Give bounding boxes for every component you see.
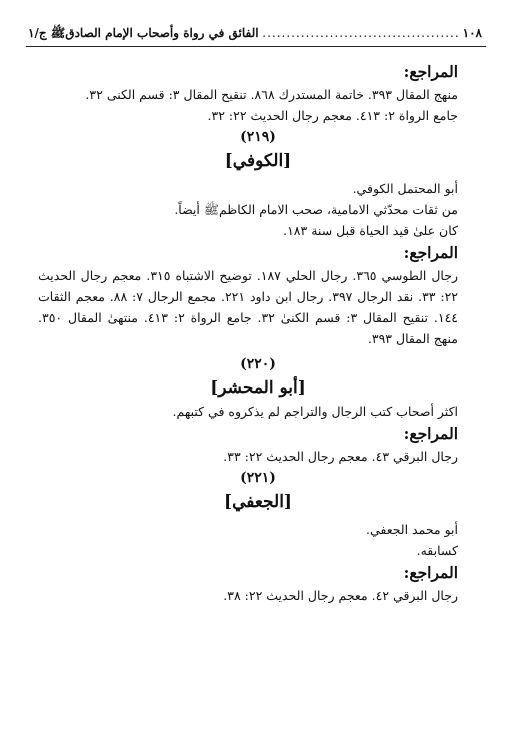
entry-number: (٢١٩) <box>240 129 276 145</box>
entry-line: كان علىٰ قيد الحياة قبل سنة ١٨٣. <box>283 223 458 238</box>
volume-label: ج/١ <box>28 26 47 40</box>
reference-line: رجال البرقي ٤٢. معجم رجال الحديث ٢٢: ٣٨. <box>223 588 458 603</box>
leader-dots <box>262 26 460 40</box>
entry-line: من ثقات محدّثي الامامية، صحب الامام الكاظمﷺ أيضاً. <box>174 202 458 217</box>
entry-line: كسابقه. <box>416 543 458 558</box>
reference-line: منهج المقال ٣٩٣. خاتمة المستدرك ٨٦٨. تنقيح المقال ٣: قسم الكنى ٣٢. <box>85 87 458 102</box>
references-paragraph: رجال الطوسي ٣٦٥. رجال الحلي ١٨٧. توضيح الاشتباه ٣١٥. معجم رجال الحديث ٢٢: ٣٣. نقد الرجال ٣٩٧. رجال ابن داود ٢٢١. مجمع الرجال ٧: ٨٨. معجم الثقات ١٤٤. تنقيح المقال ٣: قسم الكنىٰ ٣٢. جامع الرواة ٢: ٤١٣. منتهىٰ المقال ٣٥٠. منهج المقال ٣٩٣. <box>38 268 459 346</box>
book-title: الفائق في رواة وأصحاب الإمام الصادقﷺ ج/١ <box>28 26 259 40</box>
entry-number: (٢٢١) <box>240 470 276 486</box>
references-heading: المراجع: <box>403 424 458 443</box>
running-head <box>28 26 482 44</box>
references-heading: المراجع: <box>403 243 458 262</box>
entry-name: [أبو المحشر] <box>210 378 306 398</box>
entry-number: (٢٢٠) <box>240 356 276 372</box>
header-rule <box>26 46 486 47</box>
honorific-glyph: ﷺ <box>50 26 66 40</box>
page-body <box>38 60 458 606</box>
reference-line: رجال البرقي ٤٣. معجم رجال الحديث ٢٢: ٣٣. <box>223 449 458 464</box>
entry-name: [الجعفي] <box>224 492 292 512</box>
entry-line: اكثر أصحاب كتب الرجال والتراجم لم يذكروه في كتبهم. <box>172 404 458 419</box>
references-heading: المراجع: <box>403 563 458 582</box>
entry-line: أبو محمد الجعفي. <box>365 522 458 537</box>
entry-line: أبو المحتمل الكوفي. <box>352 181 458 196</box>
reference-line: جامع الرواة ٢: ٤١٣. معجم رجال الحديث ٢٢: ٣٢. <box>207 108 458 123</box>
page-number: ١٠٨ <box>462 26 482 40</box>
entry-name: [الكوفي] <box>224 151 292 171</box>
references-heading: المراجع: <box>403 62 458 81</box>
